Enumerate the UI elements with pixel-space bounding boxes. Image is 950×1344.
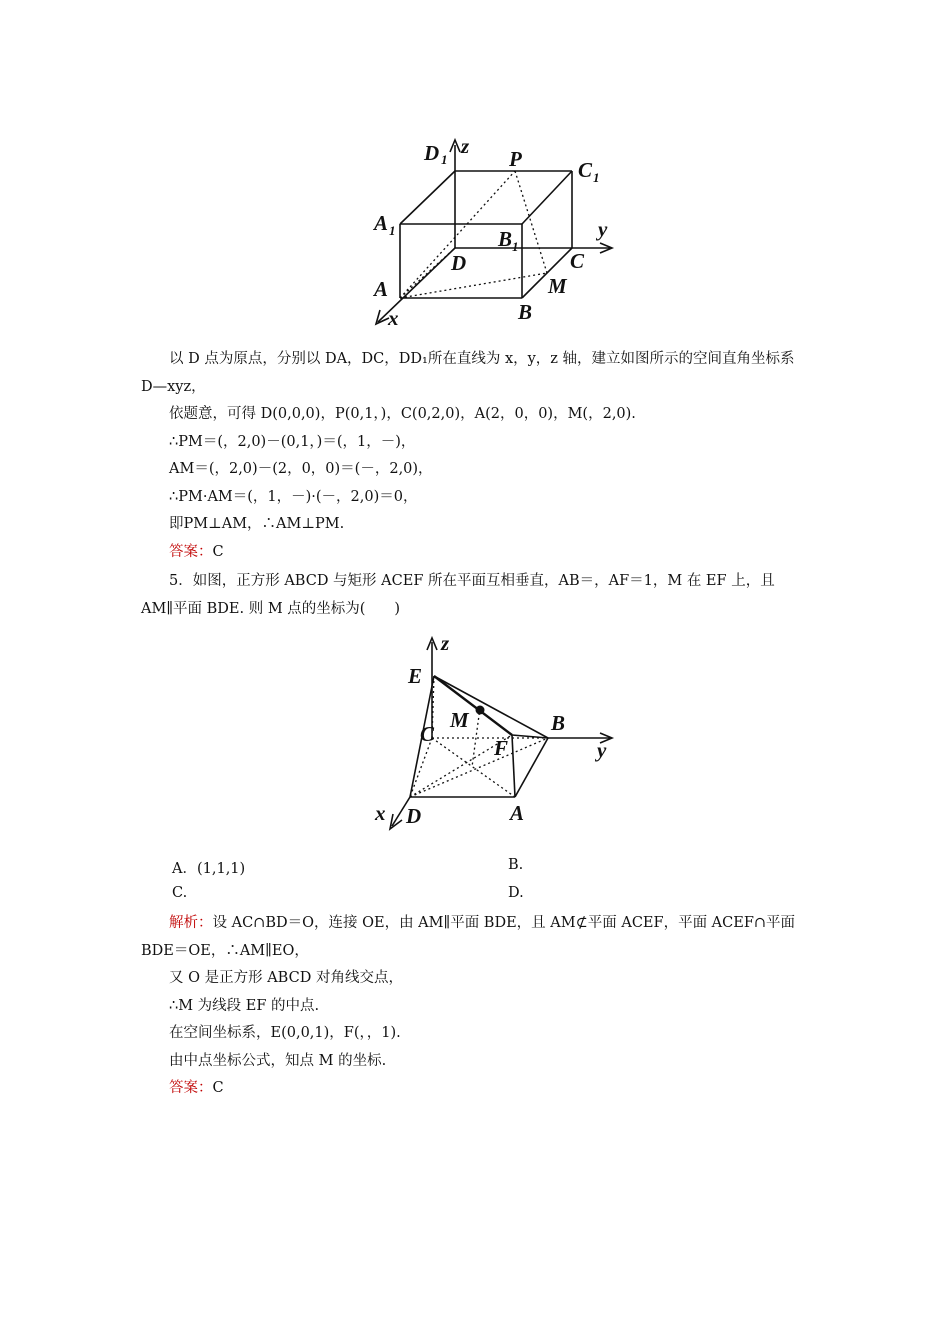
label-F: F [494,736,509,760]
option-D: D. [508,885,524,901]
solution5-line-2: 又 O 是正方形 ABCD 对角线交点， [169,970,403,986]
label-x: x [388,306,399,330]
label-C: C [570,249,585,273]
label-y: y [597,738,607,762]
label-M: M [548,274,567,298]
label-B1: B [498,227,513,251]
label-z: z [441,632,450,655]
solution4-line-5: ∴PM·AM＝(，1，－)·(－，2,0)＝0， [169,489,418,505]
answer-label: 答案： [169,544,213,560]
line-PM [515,171,547,273]
solution4-line-2: 依题意，可得 D(0,0,0)，P(0,1，)，C(0,2,0)，A(2，0，0)，M(，2,0). [169,406,636,422]
label-P: P [509,147,522,171]
analysis-text: 设 AC∩BD＝O，连接 OE，由 AM∥平面 BDE，且 AM⊄平面 ACEF，平面 ACEF∩平面 BDE＝OE，∴AM∥EO， [141,915,796,959]
label-A: A [510,801,525,825]
label-C: C [420,722,435,746]
label-D: D [451,251,467,275]
label-E: E [408,664,423,688]
svg-text:1: 1 [512,239,519,254]
label-D: D [406,804,422,828]
svg-text:1: 1 [593,170,600,185]
svg-text:1: 1 [389,223,396,238]
label-B: B [518,300,533,324]
point-M [476,706,485,715]
label-x: x [375,801,386,825]
question5-stem: 5．如图，正方形 ABCD 与矩形 ACEF 所在平面互相垂直，AB＝，AF＝1，M 在 EF 上，且 AM∥平面 BDE. 则 M 点的坐标为( ) [141,573,775,617]
x-arrow [390,814,402,829]
label-M: M [450,708,469,732]
option-C: C. [172,885,188,901]
solution5-line-5: 由中点坐标公式，知点 M 的坐标. [169,1053,387,1069]
solution5-line-4: 在空间坐标系，E(0,0,1)，F(，，1). [169,1025,401,1041]
solution5-paragraph [141,910,809,965]
solution4-paragraph: 以 D 点为原点，分别以 DA，DC，DD₁所在直线为 x，y，z 轴，建立如图所示的空间直角坐标系 D—xyz， [141,351,795,395]
figure-cube [360,130,630,335]
cube-diagram [360,130,630,335]
label-z: z [461,134,470,158]
solution4-line-6: 即PM⊥AM，∴AM⊥PM. [169,516,345,532]
solution4-line-4: AM＝(，2,0)－(2，0，0)＝(－，2,0)， [169,461,433,477]
label-D1: D [424,141,440,165]
label-A1: A [374,211,389,235]
label-A: A [374,277,389,301]
analysis-label: 解析： [169,915,213,931]
solution5-answer [169,1076,224,1097]
solution5-line-3: ∴M 为线段 EF 的中点. [169,998,320,1014]
solution4-answer [169,540,224,561]
label-B: B [551,711,566,735]
prism-diagram [370,632,620,842]
figure-square-rectangle [370,632,620,842]
label-y: y [598,217,608,241]
answer-label: 答案： [169,1080,213,1096]
answer-value: C [212,1080,224,1096]
option-B: B. [508,857,524,873]
svg-text:1: 1 [441,152,448,167]
answer-value: C [212,544,224,560]
label-C1: C [578,158,593,182]
option-A: A．(1,1,1) [172,861,246,877]
solution4-line-3: ∴PM＝(，2,0)－(0,1，)＝(，1，－)， [169,434,416,450]
